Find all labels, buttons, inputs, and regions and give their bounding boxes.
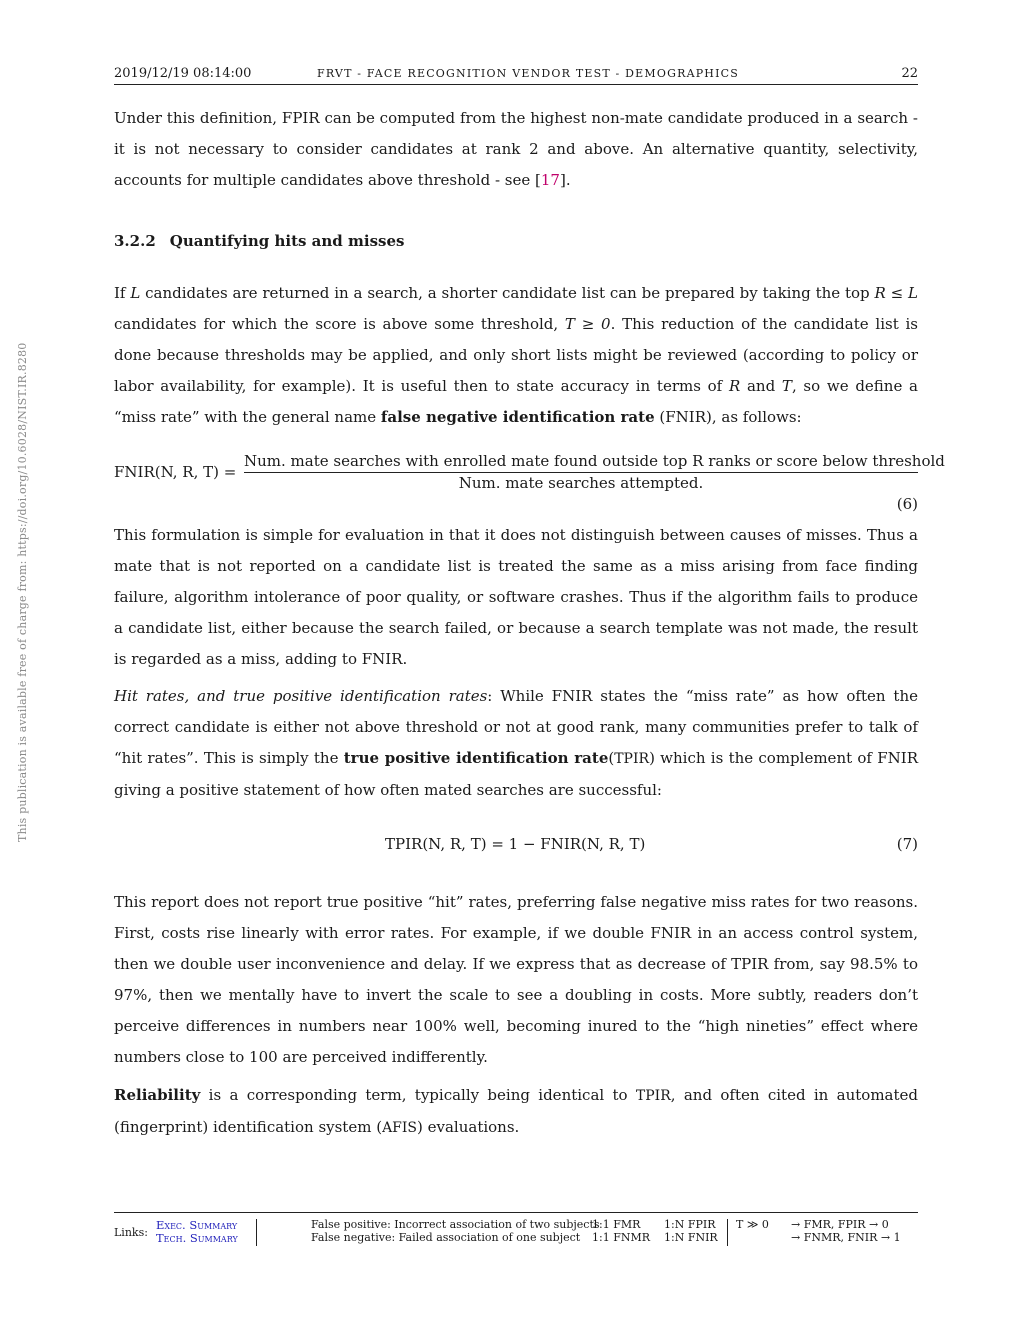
equation-7 — [114, 835, 918, 859]
fnmr-label: 1:1 FNMR — [592, 1231, 651, 1244]
fnir-definition-paragraph: If L candidates are returned in a search, a shorter candidate list can be prepared by taking the top R ≤ L candidates for which the score is above some threshold, T ≥ 0. This reduction of the candidate list is done because thresholds may be applied, and only short lists might be reviewed (according to policy or labor availability, for example). It is useful then to state accuracy in terms of R and T, so we define a “miss rate” with the general name false negative identification rate (FNIR), as follows: — [114, 284, 919, 426]
header-date: 2019/12/19 08:14:00 — [114, 66, 252, 81]
subsection-title: Quantifying hits and misses — [169, 232, 405, 250]
page-number: 22 — [901, 66, 918, 81]
equation-6-tag: (6) — [896, 495, 918, 513]
false-positive-definition: False positive: Incorrect association of two subjects — [311, 1218, 600, 1231]
exec-summary-link[interactable]: Exec. Summary — [156, 1218, 238, 1232]
false-negative-trend: → FNMR, FNIR → 1 — [791, 1231, 901, 1244]
equation-7-body: TPIR(N, R, T) = 1 − FNIR(N, R, T) — [385, 835, 646, 853]
page-footer — [114, 1212, 918, 1251]
hit-rates-paragraph: Hit rates, and true positive identification rates: While FNIR states the “miss rate” as how often the correct candidate is either not above threshold or not at good rank, many communities prefer to talk of “hit rates”. This is simply the true positive identification rate(TPIR) which is the complement of FNIR giving a positive statement of how often mated searches are successful: — [114, 687, 918, 799]
formulation-paragraph: This formulation is simple for evaluation in that it does not distinguish between causes of misses. Thus a mate that is not reported on a candidate list is treated the same as a miss arising from face finding failure, algorithm intolerance of poor quality, or software crashes. Thus if the algorithm fails to produce a candidate list, either because the search failed, or because a search template was not made, the result is regarded as a miss, adding to FNIR. — [114, 526, 918, 668]
term-tpir: true positive identification rate — [343, 749, 609, 767]
footer-divider — [256, 1219, 257, 1246]
tech-summary-link[interactable]: Tech. Summary — [156, 1231, 238, 1245]
page-header — [114, 64, 918, 85]
footer-links-label: Links: — [114, 1226, 148, 1239]
term-fnir: false negative identification rate — [380, 408, 655, 426]
equation-6-denominator: Num. mate searches attempted. — [458, 474, 704, 492]
false-negative-definition: False negative: Failed association of one subject — [311, 1231, 581, 1244]
false-positive-trend: → FMR, FPIR → 0 — [791, 1218, 889, 1231]
intro-paragraph: Under this definition, FPIR can be computed from the highest non-mate candidate produced in a search - it is not necessary to consider candidates at rank 2 and above. An alternative quantity, selectivity, accounts for multiple candidates above threshold - see [17]. — [114, 109, 918, 189]
subsection-number: 3.2.2 — [114, 232, 156, 250]
equation-6-fraction — [244, 452, 945, 492]
fpir-label: 1:N FPIR — [664, 1218, 716, 1231]
threshold-label: T ≫ 0 — [736, 1218, 769, 1231]
fnir-label: 1:N FNIR — [664, 1231, 718, 1244]
fmr-label: 1:1 FMR — [592, 1218, 641, 1231]
equation-7-tag: (7) — [896, 835, 918, 853]
equation-6-numerator: Num. mate searches with enrolled mate found outside top R ranks or score below threshold — [244, 452, 918, 473]
header-title: FRVT - FACE RECOGNITION VENDOR TEST - DEMOGRAPHICS — [317, 67, 740, 80]
equation-6-lhs: FNIR(N, R, T) = — [114, 463, 237, 481]
subsection-heading — [114, 232, 404, 250]
term-reliability: Reliability — [114, 1086, 201, 1104]
equation-6 — [114, 450, 945, 520]
availability-side-note: This publication is available free of charge from: https://doi.org/10.6028/NIST.IR.8280 — [16, 342, 29, 842]
report-rationale-paragraph: This report does not report true positive “hit” rates, preferring false negative miss rates for two reasons. First, costs rise linearly with error rates. For example, if we double FNIR in an access control system, then we double user inconvenience and delay. If we express that as decrease of TPIR from, say 98.5% to 97%, then we mentally have to invert the scale to see a doubling in costs. More subtly, readers don’t perceive differences in numbers near 100% well, becoming inured to the “high nineties” effect where numbers close to 100 are perceived indifferently. — [114, 893, 918, 1066]
footer-divider — [727, 1219, 728, 1246]
reliability-paragraph: Reliability is a corresponding term, typically being identical to TPIR, and often cited in automated (fingerprint) identification system (AFIS) evaluations. — [114, 1086, 918, 1136]
citation-link[interactable]: 17 — [540, 171, 560, 189]
